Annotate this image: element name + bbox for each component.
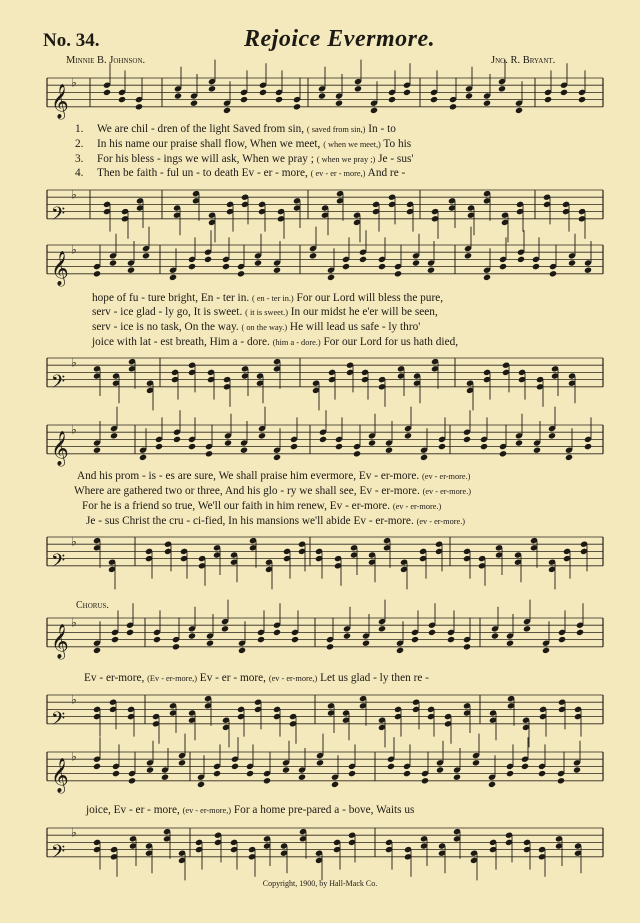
note-head — [103, 89, 111, 96]
note-head — [499, 263, 507, 270]
note-head — [421, 777, 429, 784]
note-head — [565, 454, 573, 461]
note-head — [515, 439, 523, 446]
verse-line — [82, 499, 441, 514]
flat-icon: ♭ — [71, 615, 77, 630]
note-head — [483, 100, 491, 107]
lyric-text: hope of fu - ture bright, En - ter in. — [92, 292, 250, 304]
note-head — [240, 96, 248, 103]
lyric-tail: In - to — [368, 123, 396, 135]
note-head — [506, 640, 514, 647]
note-head — [483, 274, 491, 281]
note-head — [403, 89, 411, 96]
note-head — [342, 263, 350, 270]
lyric-text: Je - sus Christ the cru - ci-fied, In his mansions we'll abide Ev - er-more. — [86, 515, 414, 527]
note-head — [142, 252, 150, 259]
note-head — [93, 447, 101, 454]
note-head — [411, 636, 419, 643]
note-head — [348, 770, 356, 777]
lyric-tail: For our Lord will bless the pure, — [296, 292, 444, 304]
treble-clef-icon: 𝄞 — [51, 430, 69, 466]
lyric-echo: (ev - er-more.) — [392, 502, 442, 511]
bass-clef-icon: 𝄢 — [51, 371, 66, 397]
note-head — [112, 770, 120, 777]
treble-clef-icon: 𝄞 — [51, 757, 69, 793]
note-head — [206, 640, 214, 647]
note-head — [188, 443, 196, 450]
bass-clef-icon: 𝄢 — [51, 841, 66, 867]
note-head — [139, 454, 147, 461]
note-head — [498, 85, 506, 92]
note-head — [327, 274, 335, 281]
note-head — [542, 647, 550, 654]
note-head — [521, 763, 529, 770]
note-head — [549, 270, 557, 277]
note-head — [558, 636, 566, 643]
note-head — [506, 770, 514, 777]
verse-line — [74, 484, 471, 499]
note-head — [428, 629, 436, 636]
note-head — [238, 647, 246, 654]
flat-icon: ♭ — [71, 692, 77, 707]
note-head — [246, 770, 254, 777]
treble-clef-icon: 𝄞 — [51, 250, 69, 286]
note-head — [449, 103, 457, 110]
flat-icon: ♭ — [71, 422, 77, 437]
note-head — [273, 267, 281, 274]
note-head — [257, 636, 265, 643]
note-head — [275, 96, 283, 103]
lyric-text: We are chil - dren of the light Saved from sin, — [97, 123, 305, 135]
verse-line — [92, 320, 420, 335]
flat-icon: ♭ — [71, 534, 77, 549]
note-head — [93, 763, 101, 770]
note-head — [488, 781, 496, 788]
note-head — [472, 759, 480, 766]
note-head — [231, 763, 239, 770]
note-head — [237, 270, 245, 277]
note-head — [146, 766, 154, 773]
note-head — [532, 263, 540, 270]
note-head — [309, 252, 317, 259]
note-head — [298, 774, 306, 781]
note-head — [548, 432, 556, 439]
note-head — [223, 107, 231, 114]
note-head — [420, 454, 428, 461]
note-head — [436, 766, 444, 773]
note-head — [430, 96, 438, 103]
lyric-echo: (ev - er-more.) — [422, 487, 472, 496]
note-head — [190, 100, 198, 107]
treble-clef-icon: 𝄞 — [51, 83, 69, 119]
flat-icon: ♭ — [71, 825, 77, 840]
lyric-echo: ( en - ter in.) — [252, 294, 294, 303]
lyric-text: Where are gathered two or three, And his glo - ry we shall see, Ev - er-more. — [74, 485, 420, 497]
flat-icon: ♭ — [71, 242, 77, 257]
note-head — [222, 263, 230, 270]
lyric-echo: (ev - er-more,) — [182, 806, 232, 815]
lyric-text: For a home pre-pared a - bove, Waits us — [233, 804, 415, 816]
note-head — [557, 777, 565, 784]
note-head — [403, 770, 411, 777]
note-head — [110, 432, 118, 439]
note-head — [576, 629, 584, 636]
note-head — [259, 89, 267, 96]
note-head — [378, 263, 386, 270]
note-head — [394, 270, 402, 277]
lyric-echo: (ev - er-more.) — [416, 517, 466, 526]
hymn-number: No. 34. — [43, 30, 100, 51]
lyric-text: In his name our praise shall flow, When we meet, — [97, 138, 321, 150]
flat-icon: ♭ — [71, 355, 77, 370]
note-head — [126, 629, 134, 636]
note-head — [161, 774, 169, 781]
verse-number: 4. — [75, 167, 84, 179]
verse-line — [75, 166, 405, 181]
note-head — [533, 447, 541, 454]
note-head — [273, 454, 281, 461]
chorus-line-2 — [86, 803, 414, 818]
note-head — [174, 92, 182, 99]
flat-icon: ♭ — [71, 75, 77, 90]
lyric-tail: In our midst he e'er will be seen, — [290, 306, 438, 318]
note-head — [463, 643, 471, 650]
note-head — [316, 759, 324, 766]
lyric-echo: (him a - dore.) — [272, 338, 321, 347]
note-head — [213, 770, 221, 777]
note-head — [155, 443, 163, 450]
note-head — [362, 640, 370, 647]
note-head — [135, 103, 143, 110]
note-head — [318, 92, 326, 99]
note-head — [480, 443, 488, 450]
composer-credit: Jno. R. Bryant. — [491, 55, 556, 66]
note-head — [385, 447, 393, 454]
lyric-tail: For our Lord for us hath died, — [323, 336, 459, 348]
note-head — [378, 625, 386, 632]
verse-number: 2. — [75, 138, 84, 150]
note-head — [258, 432, 266, 439]
note-head — [463, 436, 471, 443]
note-head — [331, 781, 339, 788]
lyric-text: joice with lat - est breath, Him a - dore. — [92, 336, 270, 348]
note-head — [560, 89, 568, 96]
treble-clef-icon: 𝄞 — [51, 623, 69, 659]
note-head — [172, 643, 180, 650]
lyric-echo: ( when we pray ;) — [316, 155, 376, 164]
note-head — [188, 263, 196, 270]
note-head — [412, 259, 420, 266]
verse-line — [75, 122, 396, 137]
note-head — [208, 85, 216, 92]
verse-line — [92, 291, 443, 306]
copyright-notice: Copyright, 1900, by Hall-Mack Co. — [262, 879, 378, 888]
note-head — [465, 92, 473, 99]
lyric-echo: ( on the way.) — [241, 323, 288, 332]
hymn-title: Rejoice Evermore. — [244, 26, 436, 52]
note-head — [578, 96, 586, 103]
note-head — [326, 643, 334, 650]
note-head — [359, 256, 367, 263]
chorus-line-1 — [84, 671, 429, 686]
bass-clef-icon: 𝄢 — [51, 203, 66, 229]
lyric-text: Ev - er-more, — [84, 672, 145, 684]
note-head — [491, 632, 499, 639]
note-head — [584, 267, 592, 274]
note-head — [343, 632, 351, 639]
chorus-label: Chorus. — [76, 600, 109, 611]
lyric-tail: Je - sus' — [378, 153, 414, 165]
verse-line — [92, 305, 438, 320]
note-head — [354, 85, 362, 92]
lyric-text: Let us glad - ly then re - — [320, 672, 429, 684]
lyric-text: Ev - er - more, — [199, 672, 266, 684]
note-head — [573, 766, 581, 773]
lyric-text: And his prom - is - es are sure, We shall praise him evermore, Ev - er-more. — [77, 470, 420, 482]
note-head — [224, 439, 232, 446]
bass-clef-icon: 𝄢 — [51, 708, 66, 734]
lyric-text: serv - ice is no task, On the way. — [92, 321, 239, 333]
note-head — [204, 256, 212, 263]
lyric-text: Then be faith - ful un - to death Ev - er - more, — [97, 167, 308, 179]
note-head — [291, 636, 299, 643]
bass-clef-icon: 𝄢 — [51, 550, 66, 576]
note-head — [464, 252, 472, 259]
note-head — [109, 259, 117, 266]
note-head — [128, 777, 136, 784]
note-head — [290, 443, 298, 450]
flat-icon: ♭ — [71, 187, 77, 202]
lyric-text: For his bless - ings we will ask, When we pray ; — [97, 153, 314, 165]
author-credit: Minnie B. Johnson. — [66, 55, 146, 66]
note-head — [544, 96, 552, 103]
verse-line — [86, 514, 465, 529]
note-head — [499, 450, 507, 457]
lyric-echo: (Ev - er-more,) — [147, 674, 197, 683]
note-head — [93, 647, 101, 654]
verse-line — [75, 152, 413, 167]
note-head — [254, 259, 262, 266]
note-head — [427, 267, 435, 274]
note-head — [153, 636, 161, 643]
note-head — [453, 774, 461, 781]
note-head — [438, 443, 446, 450]
note-head — [396, 647, 404, 654]
note-head — [353, 450, 361, 457]
verse-line — [92, 335, 458, 350]
note-head — [517, 256, 525, 263]
lyric-text: serv - ice glad - ly go, It is sweet. — [92, 306, 243, 318]
note-head — [282, 766, 290, 773]
note-head — [263, 777, 271, 784]
lyric-tail: He will lead us safe - ly thro' — [289, 321, 421, 333]
note-head — [368, 439, 376, 446]
note-head — [387, 763, 395, 770]
lyric-text: For he is a friend so true, We'll our faith in him renew, Ev - er-more. — [82, 500, 391, 512]
lyric-echo: ( ev - er - more,) — [310, 169, 366, 178]
lyric-tail: And re - — [367, 167, 406, 179]
lyric-tail: To his — [383, 138, 412, 150]
note-head — [319, 436, 327, 443]
note-head — [169, 274, 177, 281]
note-head — [388, 96, 396, 103]
note-head — [127, 267, 135, 274]
verse-line — [77, 469, 470, 484]
note-head — [111, 636, 119, 643]
note-head — [568, 259, 576, 266]
note-head — [205, 450, 213, 457]
verse-line — [75, 137, 411, 152]
note-head — [293, 103, 301, 110]
flat-icon: ♭ — [71, 749, 77, 764]
verse-number: 1. — [75, 123, 84, 135]
note-head — [335, 443, 343, 450]
note-head — [221, 625, 229, 632]
note-head — [404, 432, 412, 439]
note-head — [335, 100, 343, 107]
note-head — [538, 770, 546, 777]
note-head — [370, 107, 378, 114]
lyric-echo: (ev - er-more,) — [268, 674, 318, 683]
note-head — [240, 447, 248, 454]
note-head — [523, 625, 531, 632]
note-head — [273, 629, 281, 636]
note-head — [197, 781, 205, 788]
note-head — [447, 636, 455, 643]
lyric-text: joice, Ev - er - more, — [86, 804, 180, 816]
note-head — [173, 436, 181, 443]
lyric-echo: ( saved from sin,) — [306, 125, 366, 134]
note-head — [93, 270, 101, 277]
lyric-echo: ( when we meet,) — [323, 140, 381, 149]
note-head — [178, 759, 186, 766]
verse-number: 3. — [75, 153, 84, 165]
note-head — [515, 107, 523, 114]
lyric-echo: (ev - er-more.) — [422, 472, 471, 481]
note-head — [188, 632, 196, 639]
note-head — [584, 443, 592, 450]
note-head — [118, 96, 126, 103]
lyric-echo: ( it is sweet.) — [245, 308, 288, 317]
